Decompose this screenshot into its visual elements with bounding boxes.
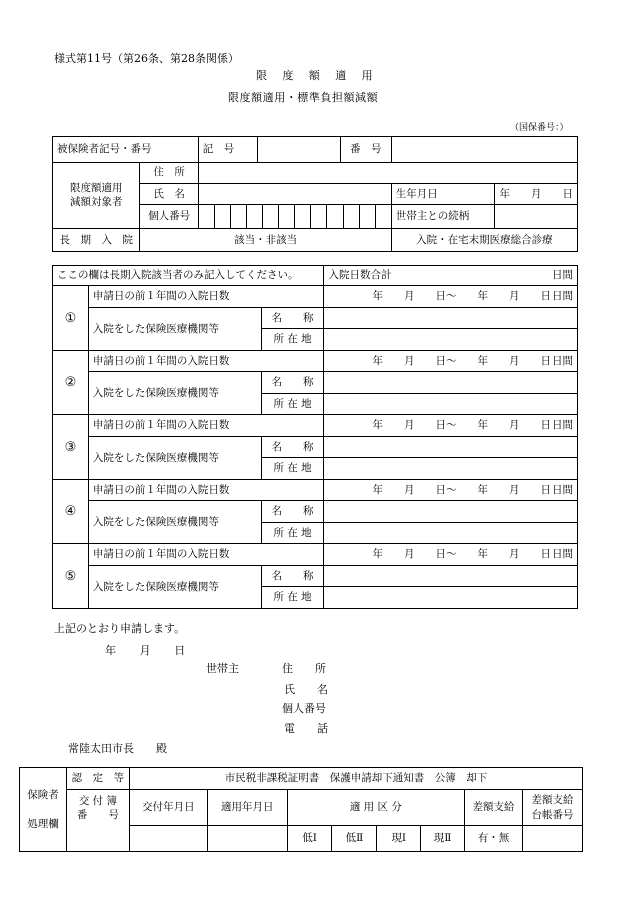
name-label: 氏 名 [140, 183, 198, 204]
mynumber-label: 個人番号 [140, 205, 198, 228]
addressee: 常陸太田市長 殿 [68, 742, 167, 755]
apply-date-label: 適用年月日 [207, 790, 287, 826]
facility-label: 入院をした保険医療機関等 [88, 436, 261, 479]
applicant-table [52, 136, 578, 252]
stay-period[interactable]: 年 月 日～ 年 月 日 日間 [324, 350, 578, 372]
diff-ledger-field[interactable] [522, 826, 582, 852]
kigo-field[interactable] [257, 137, 340, 163]
stay-period[interactable]: 年 月 日～ 年 月 日 日間 [324, 415, 578, 437]
diff-ledger-label: 差額支給 台帳番号 [522, 790, 582, 826]
diff-payment-label: 差額支給 [465, 790, 523, 826]
long-stay-note: ここの欄は長期入院該当者のみ記入してください。 [53, 266, 324, 286]
stay-row-number: ⑤ [53, 544, 89, 609]
stay-days-label: 申請日の前１年間の入院日数 [88, 350, 324, 372]
title-limit: 限 度 額 適 用 [256, 69, 375, 82]
stay-days-label: 申請日の前１年間の入院日数 [88, 415, 324, 437]
facility-name-field[interactable] [324, 307, 578, 329]
facility-label: 入院をした保険医療機関等 [88, 307, 261, 350]
householder-phone[interactable]: 電 話 [284, 722, 328, 735]
long-stay-label: 長 期 入 院 [53, 228, 140, 251]
kofu-label: 交 付 簿 番 号 [66, 790, 129, 852]
long-stay-table [52, 265, 578, 609]
apply-category-label: 適 用 区 分 [287, 790, 464, 826]
facility-address-field[interactable] [324, 587, 578, 609]
stay-period[interactable]: 年 月 日～ 年 月 日 日間 [324, 479, 578, 501]
diff-payment-choice[interactable]: 有・無 [465, 826, 523, 852]
issue-date-field[interactable] [129, 826, 207, 852]
stay-row [53, 479, 578, 501]
insured-number-label: 被保険者記号・番号 [53, 137, 199, 163]
address-label: 住 所 [140, 162, 198, 183]
birth-label: 生年月日 [391, 183, 495, 204]
facility-name-field[interactable] [324, 372, 578, 394]
facility-address-field[interactable] [324, 329, 578, 351]
category-low2[interactable]: 低Ⅱ [332, 826, 377, 852]
facility-name-label: 名 称 [261, 307, 324, 329]
facility-address-label: 所 在 地 [261, 587, 324, 609]
facility-name-label: 名 称 [261, 436, 324, 458]
apply-date-field[interactable] [207, 826, 287, 852]
facility-address-field[interactable] [324, 458, 578, 480]
facility-address-label: 所 在 地 [261, 458, 324, 480]
category-gen2[interactable]: 現Ⅱ [421, 826, 465, 852]
application-date[interactable]: 年 月 日 [105, 644, 186, 657]
facility-name-label: 名 称 [261, 372, 324, 394]
householder-name[interactable]: 氏 名 [284, 683, 328, 696]
facility-label: 入院をした保険医療機関等 [88, 372, 261, 415]
long-stay-choice[interactable]: 該当・非該当 [140, 228, 391, 251]
kigo-label: 記 号 [198, 137, 257, 163]
declaration: 上記のとおり申請します。 [54, 622, 186, 635]
facility-address-field[interactable] [324, 522, 578, 544]
total-days[interactable]: 入院日数合計 日間 [324, 266, 578, 286]
facility-address-label: 所 在 地 [261, 329, 324, 351]
householder-label: 世帯主 [206, 662, 239, 675]
relation-field[interactable] [495, 205, 578, 228]
facility-name-field[interactable] [324, 565, 578, 587]
stay-row [53, 286, 578, 308]
facility-address-label: 所 在 地 [261, 393, 324, 415]
stay-row-number: ② [53, 350, 89, 415]
stay-days-label: 申請日の前１年間の入院日数 [88, 479, 324, 501]
insurer-processing-label: 保険者 処理欄 [20, 768, 67, 852]
householder-mynumber[interactable]: 個人番号 [282, 702, 326, 715]
facility-name-field[interactable] [324, 436, 578, 458]
stay-period[interactable]: 年 月 日～ 年 月 日 日間 [324, 286, 578, 308]
category-low1[interactable]: 低Ⅰ [287, 826, 332, 852]
title-reduction: 限度額適用・標準負担額減額 [228, 91, 379, 104]
insurer-processing-table [19, 767, 583, 852]
issue-date-label: 交付年月日 [129, 790, 207, 826]
stay-row-number: ③ [53, 415, 89, 480]
stay-row-number: ① [53, 286, 89, 351]
bango-label: 番 号 [340, 137, 391, 163]
form-number: 様式第11号（第26条、第28条関係） [54, 52, 239, 65]
facility-label: 入院をした保険医療機関等 [88, 565, 261, 608]
address-field[interactable] [198, 162, 577, 183]
relation-label: 世帯主との続柄 [391, 205, 495, 228]
insurer-number: （国保番号：） [510, 123, 569, 133]
mynumber-field[interactable] [198, 205, 391, 228]
nintei-options[interactable]: 市民税非課税証明書 保護申請却下通知書 公簿 却下 [129, 768, 582, 790]
facility-label: 入院をした保険医療機関等 [88, 501, 261, 544]
long-stay-type[interactable]: 入院・在宅末期医療総合診療 [391, 228, 577, 251]
stay-period[interactable]: 年 月 日～ 年 月 日 日間 [324, 544, 578, 566]
facility-name-field[interactable] [324, 501, 578, 523]
facility-address-label: 所 在 地 [261, 522, 324, 544]
bango-field[interactable] [391, 137, 577, 163]
category-gen1[interactable]: 現Ⅰ [377, 826, 421, 852]
stay-days-label: 申請日の前１年間の入院日数 [88, 544, 324, 566]
target-person-label: 限度額適用 減額対象者 [53, 162, 140, 228]
stay-row [53, 350, 578, 372]
birth-field[interactable]: 年 月 日 [495, 183, 578, 204]
stay-row [53, 415, 578, 437]
facility-address-field[interactable] [324, 393, 578, 415]
facility-name-label: 名 称 [261, 501, 324, 523]
householder-address[interactable]: 住 所 [282, 662, 326, 675]
stay-row [53, 544, 578, 566]
stay-days-label: 申請日の前１年間の入院日数 [88, 286, 324, 308]
nintei-label: 認 定 等 [66, 768, 129, 790]
name-field[interactable] [198, 183, 391, 204]
facility-name-label: 名 称 [261, 565, 324, 587]
stay-row-number: ④ [53, 479, 89, 544]
